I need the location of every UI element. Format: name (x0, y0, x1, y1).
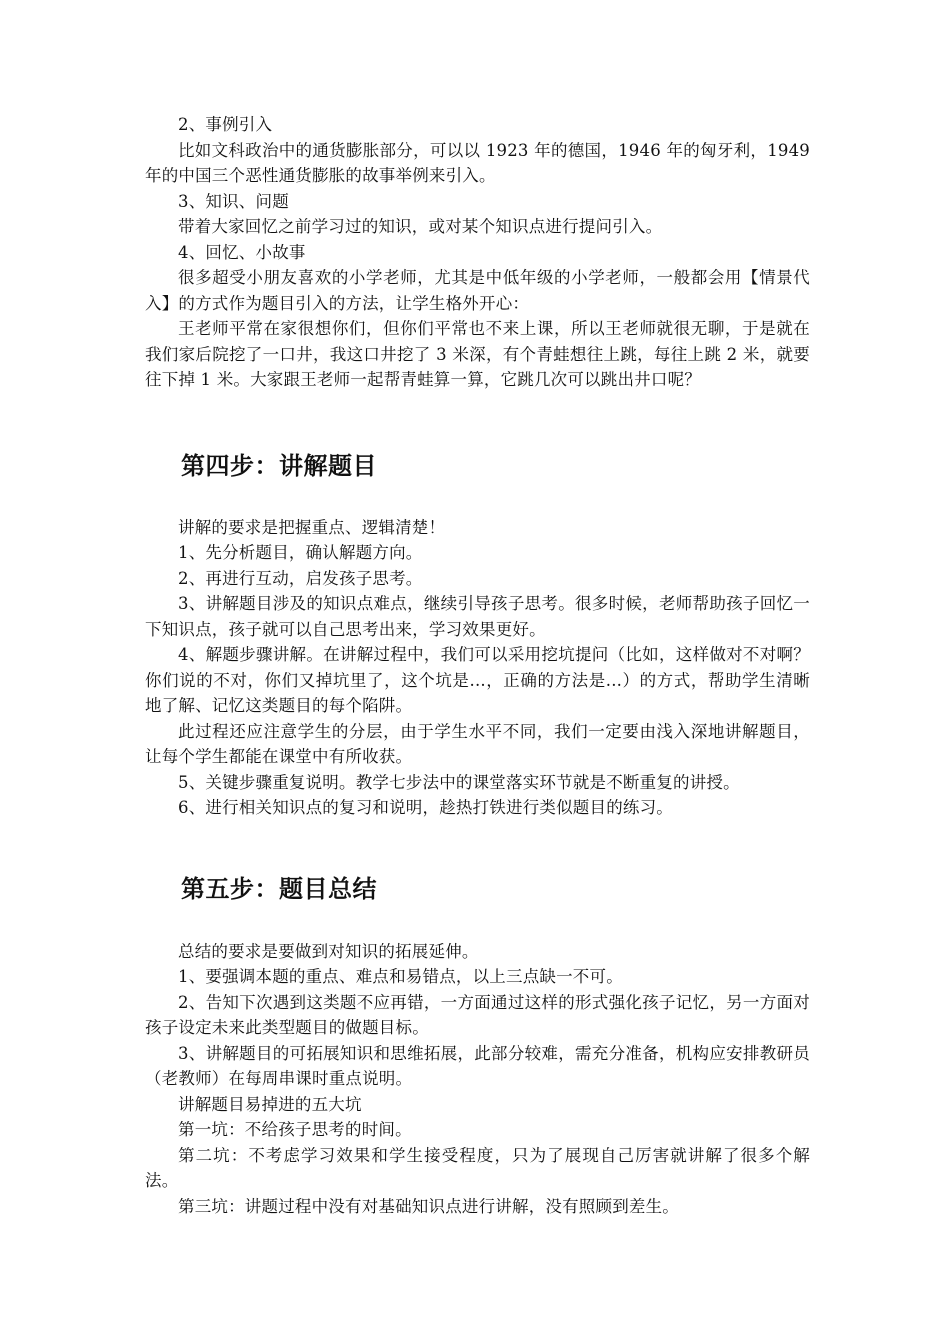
paragraph: 第三坑：讲题过程中没有对基础知识点进行讲解，没有照顾到差生。 (178, 1196, 679, 1216)
paragraph: 1、先分析题目，确认解题方向。 (178, 543, 423, 562)
paragraph: 此过程还应注意学生的分层，由于学生水平不同，我们一定要由浅入深地讲解题目，让每个学生都能在课堂中有所收获。 (145, 721, 810, 766)
paragraph: 3、讲解题目的可拓展知识和思维拓展，此部分较难，需充分准备，机构应安排教研员（老教师）在每周串课时重点说明。 (145, 1043, 810, 1088)
paragraph: 5、关键步骤重复说明。教学七步法中的课堂落实环节就是不断重复的讲授。 (178, 772, 740, 792)
paragraph: 带着大家回忆之前学习过的知识，或对某个知识点进行提问引入。 (178, 217, 663, 236)
paragraph: 4、解题步骤讲解。在讲解过程中，我们可以采用挖坑提问（比如，这样做对不对啊？你们说的不对，你们又掉坑里了，这个坑是...，正确的方法是...）的方式，帮助学生清晰地了解、记忆这类题目的每个陷阱。 (145, 645, 810, 715)
paragraph: 讲解的要求是把握重点、逻辑清楚！ (178, 517, 446, 537)
paragraph: 2、告知下次遇到这类题不应再错，一方面通过这样的形式强化孩子记忆，另一方面对孩子设定未来此类型题目的做题目标。 (145, 992, 810, 1037)
paragraph: 第二坑：不考虑学习效果和学生接受程度，只为了展现自己厉害就讲解了很多个解法。 (145, 1145, 810, 1190)
paragraph: 6、进行相关知识点的复习和说明，趁热打铁进行类似题目的练习。 (178, 798, 673, 817)
paragraph: 比如文科政治中的通货膨胀部分，可以以 1923 年的德国，1946 年的匈牙利，1949 年的中国三个恶性通货膨胀的故事举例来引入。 (145, 140, 810, 185)
paragraph: 很多超受小朋友喜欢的小学老师，尤其是中低年级的小学老师，一般都会用【情景代入】的方式作为题目引入的方法，让学生格外开心： (145, 268, 810, 313)
paragraph: 4、回忆、小故事 (178, 242, 306, 262)
paragraph: 王老师平常在家很想你们，但你们平常也不来上课，所以王老师就很无聊，于是就在我们家后院挖了一口井，我这口井挖了 3 米深，有个青蛙想往上跳，每往上跳 2 米，就要往下掉 1 米。大家跟王老师一起帮青蛙算一算，它跳几次可以跳出井口呢？ (145, 319, 810, 389)
document-page (145, 112, 810, 1219)
paragraph: 3、知识、问题 (178, 191, 289, 211)
paragraph: 3、讲解题目涉及的知识点难点，继续引导孩子思考。很多时候，老师帮助孩子回忆一下知识点，孩子就可以自己思考出来，学习效果更好。 (145, 594, 810, 639)
section-heading-step5: 第五步：题目总结 (181, 873, 377, 903)
paragraph: 2、再进行互动，启发孩子思考。 (178, 568, 423, 588)
paragraph: 第一坑：不给孩子思考的时间。 (178, 1120, 412, 1139)
paragraph: 2、事例引入 (178, 115, 273, 134)
paragraph: 1、要强调本题的重点、难点和易错点，以上三点缺一不可。 (178, 967, 623, 986)
paragraph: 总结的要求是要做到对知识的拓展延伸。 (178, 941, 479, 961)
section-heading-step4: 第四步：讲解题目 (181, 450, 377, 480)
paragraph: 讲解题目易掉进的五大坑 (178, 1094, 362, 1114)
